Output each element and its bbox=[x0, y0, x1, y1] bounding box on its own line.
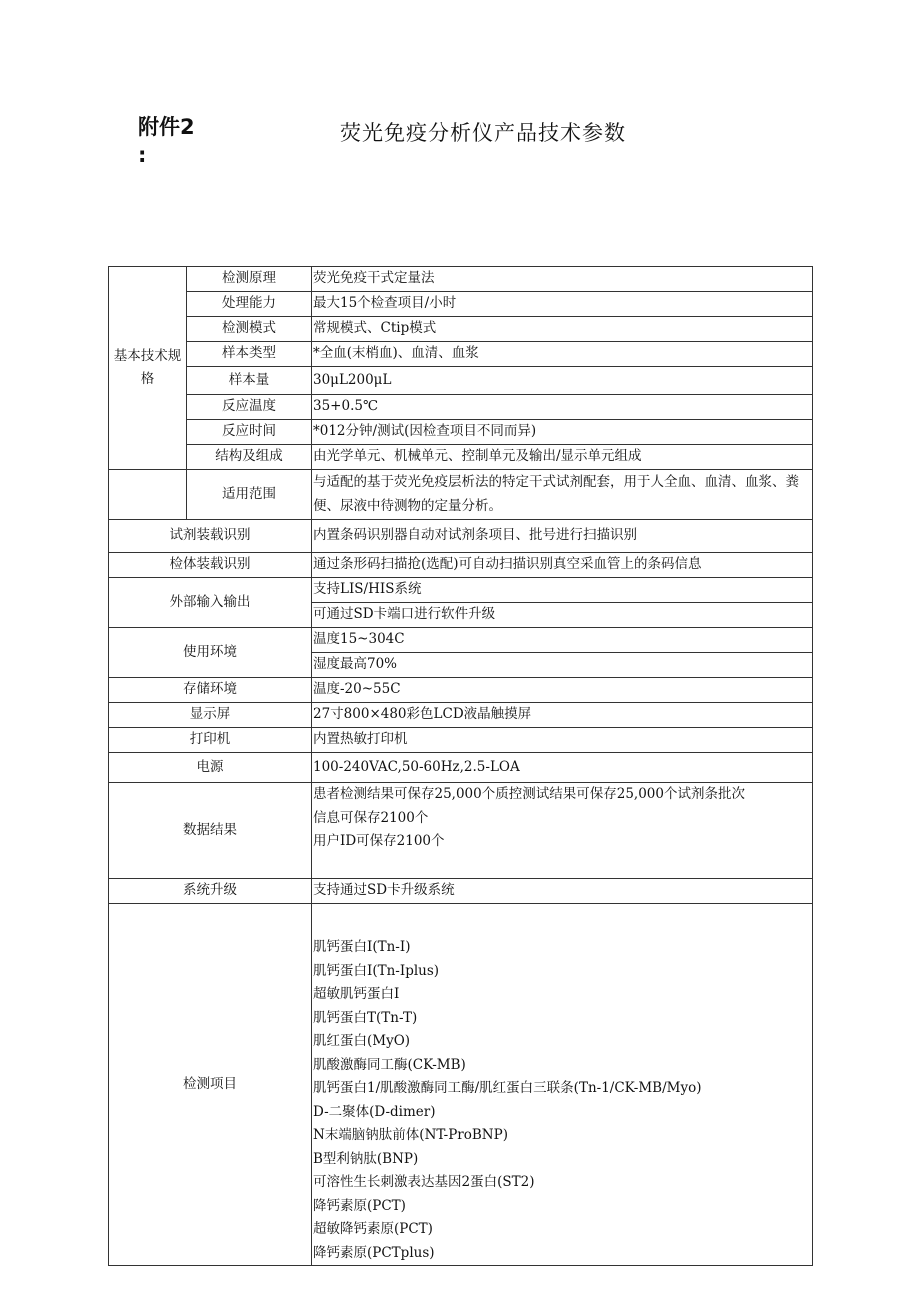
attachment-colon: : bbox=[138, 143, 147, 167]
spec-value: *全血(末梢血)、血清、血浆 bbox=[312, 342, 813, 367]
spec-table bbox=[108, 266, 813, 1266]
spec-value: 荧光免疫干式定量法 bbox=[312, 267, 813, 292]
data-result-value bbox=[312, 783, 813, 879]
printer-label: 打印机 bbox=[109, 728, 312, 753]
list-item: B型利钠肽(BNP) bbox=[313, 1150, 419, 1167]
upgrade-value: 支持通过SD卡升级系统 bbox=[312, 879, 813, 904]
power-value: 100-240VAC,50-60Hz,2.5-LOA bbox=[312, 753, 813, 783]
io-label: 外部输入输出 bbox=[109, 578, 312, 628]
env-value-1: 温度15~304C bbox=[312, 628, 813, 653]
io-value-2: 可通过SD卡端口进行软件升级 bbox=[312, 603, 813, 628]
table-row bbox=[109, 292, 813, 317]
storage-label: 存储环境 bbox=[109, 678, 312, 703]
data-result-line: 信息可保存2100个 bbox=[313, 809, 429, 826]
list-item: N末端脑钠肽前体(NT-ProBNP) bbox=[313, 1127, 508, 1143]
reagent-id-value: 内置条码识别器自动对试剂条项目、批号进行扫描识别 bbox=[312, 520, 813, 553]
spec-label: 反应温度 bbox=[187, 395, 312, 420]
data-result-label: 数据结果 bbox=[109, 783, 312, 879]
table-row bbox=[109, 553, 813, 578]
list-item: 降钙素原(PCTplus) bbox=[313, 1244, 435, 1261]
spec-value: 常规模式、Ctip模式 bbox=[312, 317, 813, 342]
table-row bbox=[109, 420, 813, 445]
list-item: 肌钙蛋白I(Tn-Iplus) bbox=[313, 962, 440, 979]
table-row bbox=[109, 317, 813, 342]
table-row bbox=[109, 753, 813, 783]
spec-label: 处理能力 bbox=[187, 292, 312, 317]
spec-value: 由光学单元、机械单元、控制单元及输出/显示单元组成 bbox=[312, 445, 813, 470]
table-row bbox=[109, 728, 813, 753]
attachment-text: 附件2 bbox=[138, 115, 195, 139]
data-result-line: 用户ID可保存2100个 bbox=[313, 833, 445, 849]
table-row bbox=[109, 445, 813, 470]
attachment-label bbox=[138, 112, 208, 170]
scope-value: 与适配的基于荧光免疫层析法的特定干式试剂配套，用于人全血、血清、血浆、粪便、尿液中待测物的定量分析。 bbox=[312, 470, 813, 520]
env-label: 使用环境 bbox=[109, 628, 312, 678]
sample-id-label: 检体装载识别 bbox=[109, 553, 312, 578]
spec-label: 样本类型 bbox=[187, 342, 312, 367]
spec-label: 样本量 bbox=[187, 367, 312, 395]
list-item: 肌钙蛋白T(Tn-T) bbox=[313, 1009, 418, 1026]
table-row bbox=[109, 678, 813, 703]
spec-label: 检测模式 bbox=[187, 317, 312, 342]
list-item: 肌红蛋白(MyO) bbox=[313, 1033, 411, 1049]
display-value: 27寸800×480彩色LCD液晶触摸屏 bbox=[312, 703, 813, 728]
list-item: 肌酸激酶同工酶(CK-MB) bbox=[313, 1056, 466, 1073]
table-row bbox=[109, 520, 813, 553]
table-row bbox=[109, 342, 813, 367]
test-items-label: 检测项目 bbox=[109, 904, 312, 1266]
list-item: 肌钙蛋白I(Tn-I) bbox=[313, 939, 411, 955]
reagent-id-label: 试剂装载识别 bbox=[109, 520, 312, 553]
list-item: 超敏降钙素原(PCT) bbox=[313, 1221, 433, 1237]
power-label: 电源 bbox=[109, 753, 312, 783]
table-row bbox=[109, 628, 813, 653]
list-item: 可溶性生长刺激表达基因2蛋白(ST2) bbox=[313, 1174, 535, 1190]
table-row bbox=[109, 470, 813, 520]
table-row bbox=[109, 879, 813, 904]
sample-id-value: 通过条形码扫描抢(选配)可自动扫描识别真空采血管上的条码信息 bbox=[312, 553, 813, 578]
page-title: 荧光免疫分析仪产品技术参数 bbox=[340, 121, 626, 145]
list-item: D-二聚体(D-dimer) bbox=[313, 1103, 436, 1120]
spec-label: 反应时间 bbox=[187, 420, 312, 445]
table-row bbox=[109, 783, 813, 879]
basic-spec-group-label: 基本技术规格 bbox=[109, 267, 187, 470]
list-item: 超敏肌钙蛋白I bbox=[313, 986, 400, 1002]
scope-label: 适用范围 bbox=[187, 470, 312, 520]
table-row bbox=[109, 267, 813, 292]
spec-value: 35+0.5℃ bbox=[312, 395, 813, 420]
printer-value: 内置热敏打印机 bbox=[312, 728, 813, 753]
list-item: 降钙素原(PCT) bbox=[313, 1197, 406, 1214]
io-value-1: 支持LIS/HIS系统 bbox=[312, 578, 813, 603]
spec-label: 结构及组成 bbox=[187, 445, 312, 470]
table-row bbox=[109, 904, 813, 1266]
spec-value: 最大15个检查项目/小时 bbox=[312, 292, 813, 317]
data-result-line: 患者检测结果可保存25,000个质控测试结果可保存25,000个试剂条批次 bbox=[313, 786, 745, 802]
env-value-2: 湿度最高70% bbox=[312, 653, 813, 678]
upgrade-label: 系统升级 bbox=[109, 879, 312, 904]
storage-value: 温度-20~55C bbox=[312, 678, 813, 703]
list-item: 肌钙蛋白1/肌酸激酶同工酶/肌红蛋白三联条(Tn-1/CK-MB/Myo) bbox=[313, 1080, 702, 1096]
spec-value: *012分钟/测试(因检查项目不同而异) bbox=[312, 420, 813, 445]
table-row bbox=[109, 703, 813, 728]
empty-cell bbox=[109, 470, 187, 520]
display-label: 显示屏 bbox=[109, 703, 312, 728]
table-row bbox=[109, 367, 813, 395]
spec-value: 30μL200μL bbox=[312, 367, 813, 395]
spec-label: 检测原理 bbox=[187, 267, 312, 292]
test-items-list bbox=[312, 904, 813, 1266]
table-row bbox=[109, 578, 813, 603]
table-row bbox=[109, 395, 813, 420]
